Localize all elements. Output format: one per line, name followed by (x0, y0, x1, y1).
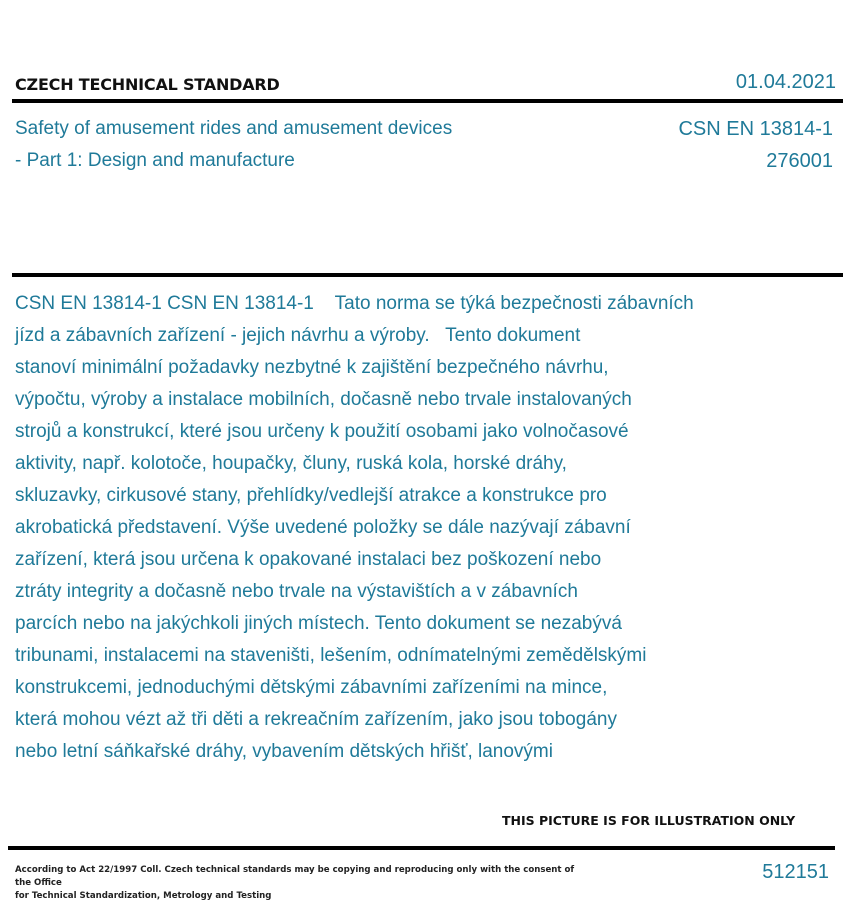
standard-title-line-1: Safety of amusement rides and amusement devices (15, 118, 453, 139)
abstract-line: ztráty integrity a dočasně nebo trvale na výstavištích a v zábavních (15, 581, 578, 602)
abstract-line: nebo letní sáňkařské dráhy, vybavením dětských hřišť, lanovými (15, 741, 553, 762)
standard-title-line-2: - Part 1: Design and manufacture (15, 150, 295, 171)
copyright-notice-line-2: for Technical Standardization, Metrology and Testing (15, 891, 272, 901)
abstract-line: akrobatická představení. Výše uvedené položky se dále nazývají zábavní (15, 517, 631, 538)
standard-code: CSN EN 13814-1 (678, 118, 833, 140)
abstract-line: jízd a zábavních zařízení - jejich návrhu a výroby. Tento dokument (15, 325, 581, 346)
abstract-line: která mohou vézt až tři děti a rekreačním zařízením, jako jsou tobogány (15, 709, 617, 730)
classification-code: 276001 (766, 150, 833, 172)
standard-abstract (15, 288, 805, 768)
abstract-line: skluzavky, cirkusové stany, přehlídky/vedlejší atrakce a konstrukce pro (15, 485, 607, 506)
abstract-line: tribunami, instalacemi na staveništi, lešením, odnímatelnými zemědělskými (15, 645, 647, 666)
copyright-notice-line-1: According to Act 22/1997 Coll. Czech technical standards may be copying and reproducing only with the consent of the Office (15, 865, 575, 888)
document-id: 512151 (762, 861, 829, 883)
copyright-notice (15, 864, 585, 903)
abstract-line: stanoví minimální požadavky nezbytné k zajištění bezpečného návrhu, (15, 357, 609, 378)
abstract-line: parcích nebo na jakýchkoli jiných místech. Tento dokument se nezabývá (15, 613, 622, 634)
title-divider (12, 273, 843, 277)
abstract-line: strojů a konstrukcí, které jsou určeny k použití osobami jako volnočasové (15, 421, 629, 442)
abstract-line: CSN EN 13814-1 CSN EN 13814-1 Tato norma se týká bezpečnosti zábavních (15, 293, 694, 314)
abstract-line: výpočtu, výroby a instalace mobilních, dočasně nebo trvale instalovaných (15, 389, 632, 410)
abstract-line: konstrukcemi, jednoduchými dětskými zábavními zařízeními na mince, (15, 677, 608, 698)
footer-divider (8, 846, 835, 850)
publication-date: 01.04.2021 (735, 71, 836, 93)
illustration-disclaimer: THIS PICTURE IS FOR ILLUSTRATION ONLY (502, 813, 796, 828)
abstract-line: aktivity, např. kolotoče, houpačky, čluny, ruská kola, horské dráhy, (15, 453, 567, 474)
header-divider (12, 99, 843, 103)
document-type-label: CZECH TECHNICAL STANDARD (15, 75, 280, 94)
abstract-line: zařízení, která jsou určena k opakované instalaci bez poškození nebo (15, 549, 602, 570)
